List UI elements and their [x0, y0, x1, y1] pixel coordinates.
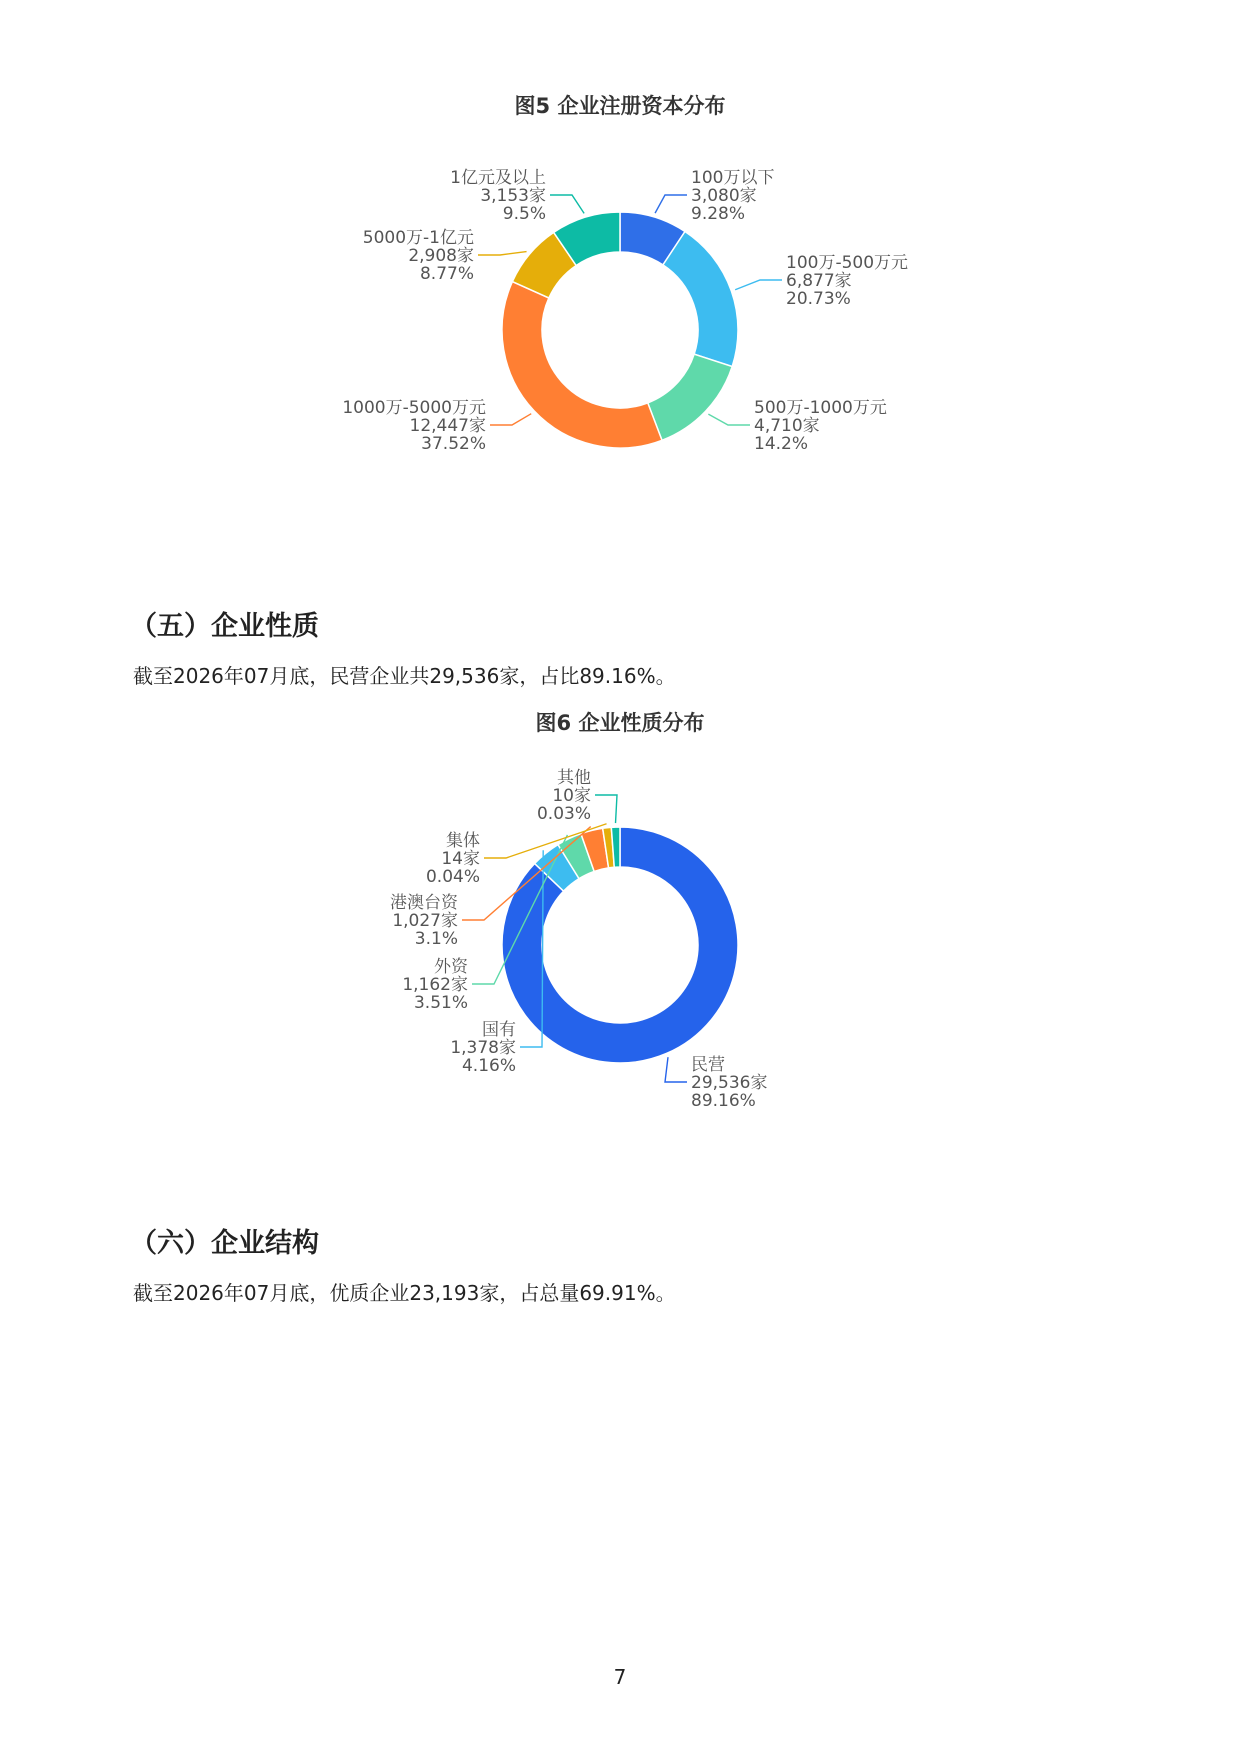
slice-label-count: 6,877家: [786, 271, 852, 291]
donut-slice: [502, 282, 662, 448]
leader-line: [550, 195, 584, 213]
slice-label-percent: 3.51%: [413, 993, 468, 1013]
figure-6-title: 图6 企业性质分布: [535, 711, 705, 735]
slice-label-name: 集体: [446, 831, 480, 851]
slice-label-name: 其他: [557, 768, 591, 788]
section-5-paragraph: 截至2026年07月底，民营企业共29,536家，占比89.16%。: [133, 664, 676, 688]
leader-line: [655, 195, 687, 213]
slice-label-count: 1,378家: [450, 1038, 516, 1058]
figure-6-donut-chart: [0, 760, 1240, 1120]
section-6-paragraph: 截至2026年07月底，优质企业23,193家，占总量69.91%。: [133, 1281, 676, 1305]
slice-label-name: 5000万-1亿元: [362, 228, 474, 248]
slice-label-count: 1,162家: [402, 975, 468, 995]
slice-label-percent: 37.52%: [421, 434, 486, 454]
section-6-heading: （六）企业结构: [130, 1228, 319, 1259]
slice-label-name: 1000万-5000万元: [342, 398, 486, 418]
slice-label-count: 29,536家: [691, 1073, 768, 1093]
slice-label-count: 10家: [552, 786, 591, 806]
slice-label-percent: 8.77%: [419, 264, 474, 284]
slice-label-percent: 4.16%: [461, 1056, 516, 1076]
slice-label-name: 500万-1000万元: [754, 398, 887, 418]
slice-label-percent: 9.28%: [691, 204, 746, 224]
slice-label-count: 4,710家: [754, 416, 820, 436]
slice-label-name: 国有: [482, 1020, 516, 1040]
slice-label-percent: 0.03%: [536, 804, 591, 824]
figure-5-title: 图5 企业注册资本分布: [514, 94, 726, 118]
slice-label-percent: 89.16%: [691, 1091, 756, 1111]
slice-label-percent: 0.04%: [425, 867, 480, 887]
slice-label-count: 3,080家: [691, 186, 757, 206]
donut-slice: [663, 231, 738, 366]
donut-slice: [648, 354, 732, 440]
slice-label-name: 港澳台资: [390, 893, 458, 913]
leader-line: [478, 252, 527, 255]
slice-label-count: 2,908家: [408, 246, 474, 266]
slice-label-name: 外资: [434, 957, 468, 977]
slice-label-name: 民营: [691, 1055, 725, 1075]
slice-label-count: 1,027家: [392, 911, 458, 931]
leader-line: [665, 1057, 687, 1082]
slice-label-percent: 9.5%: [502, 204, 546, 224]
slice-label-percent: 3.1%: [414, 929, 458, 949]
slice-label-percent: 14.2%: [754, 434, 809, 454]
leader-line: [735, 280, 782, 290]
slice-label-count: 12,447家: [409, 416, 486, 436]
leader-line: [490, 414, 531, 425]
leader-line: [595, 795, 617, 823]
page-number: 7: [613, 1665, 627, 1689]
slice-label-count: 3,153家: [480, 186, 546, 206]
slice-label-name: 100万-500万元: [786, 253, 909, 273]
slice-label-count: 14家: [441, 849, 480, 869]
slice-label-percent: 20.73%: [786, 289, 851, 309]
slice-label-name: 100万以下: [691, 168, 775, 188]
section-5-heading: （五）企业性质: [130, 611, 319, 642]
figure-5-donut-chart: [0, 150, 1240, 470]
leader-line: [708, 414, 750, 425]
slice-label-name: 1亿元及以上: [450, 168, 546, 188]
